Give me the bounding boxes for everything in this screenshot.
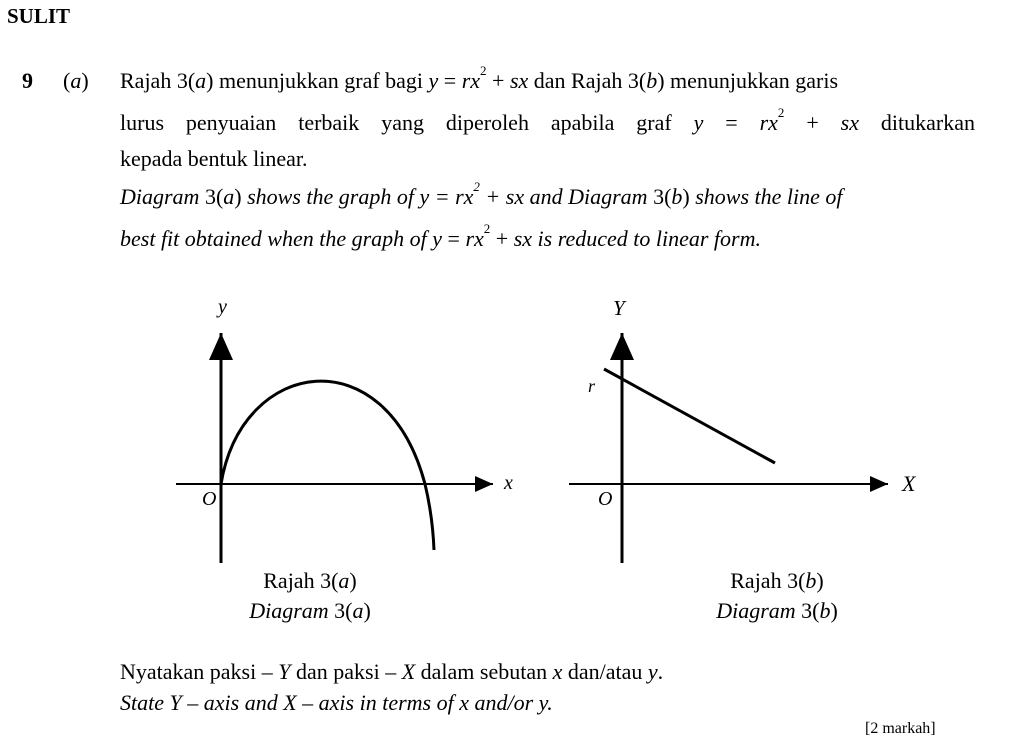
caption-ms-b: Rajah 3(b) [730,568,824,593]
english-line-2: best fit obtained when the graph of $y = rx^2$ + sx is reduced to linear form. [120,221,761,251]
x-axis-label: X [902,471,916,496]
best-fit-line [604,369,775,463]
x-axis-label: x [504,472,513,494]
question-number: 9 [22,68,33,93]
equation: $y = rx^2$ + sx [693,105,859,135]
parabola-curve [221,381,434,550]
y-axis-label: Y [613,296,625,320]
y-axis-label: y [218,296,227,318]
origin-label: O [202,488,217,510]
equation: $y = rx^2$ + sx [419,179,525,209]
caption-en-a: Diagram 3(a) [249,598,371,623]
equation: $y = rx^2$ + sx [432,221,533,251]
origin-label: O [598,488,613,510]
diagram-3a [160,295,520,565]
intercept-label: r [588,376,596,396]
english-line-1: Diagram 3(a) shows the graph of $y = rx^2$ + sx and Diagram 3(b) shows the line of [120,179,843,209]
diagram-3b [560,295,940,565]
caption-ms-a: Rajah 3(a) [263,568,357,593]
question-part: (a) [63,68,89,93]
malay-line-3: kepada bentuk linear. [120,146,308,171]
caption-en-b: Diagram 3(b) [716,598,838,623]
marks: [2 markah] [865,720,936,737]
instruction-malay: Nyatakan paksi – Y dan paksi – X dalam sebutan x dan/atau y. [120,659,664,684]
header-sulit: SULIT [7,4,71,28]
malay-line-1: Rajah 3(a) menunjukkan graf bagi $y = rx^2$ + sx dan Rajah 3(b) menunjukkan garis [120,63,839,93]
instruction-english: State Y – axis and X – axis in terms of x and/or y. [120,690,553,715]
equation: $y = rx^2$ + sx [428,63,529,93]
malay-line-2: lurus penyuaian terbaik yang diperoleh apabila graf $y = rx^2$ + sx ditukarkan [120,105,975,135]
